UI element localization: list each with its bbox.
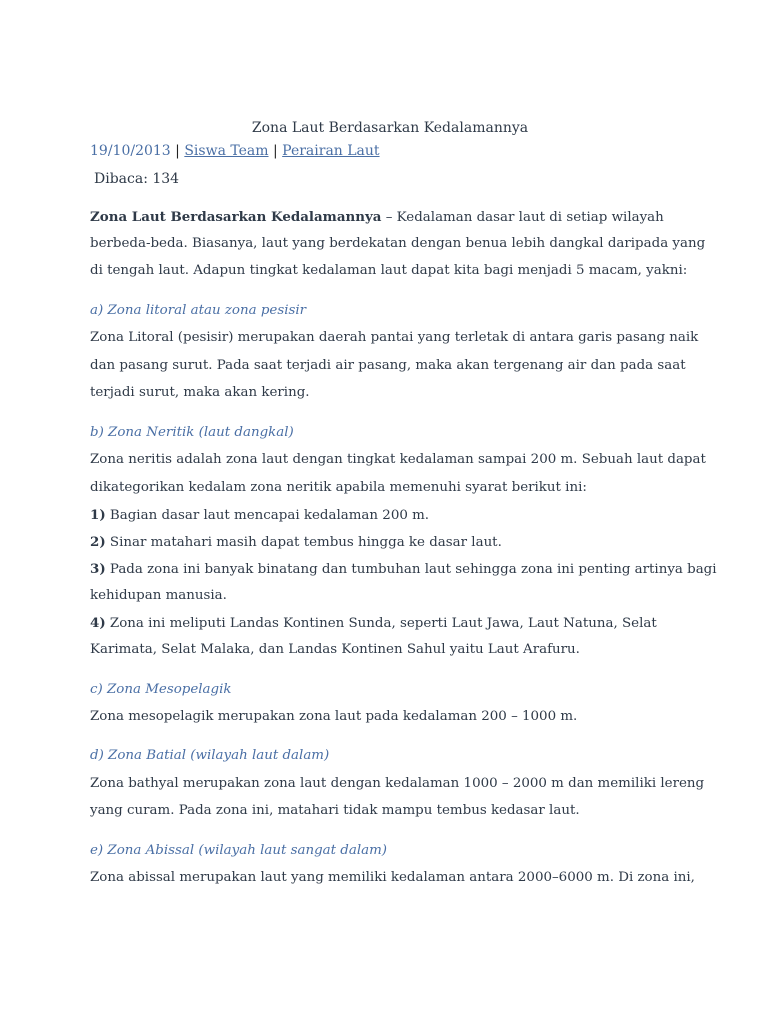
section-b-line: dikategorikan kedalam zona neritik apabila memenuhi syarat berikut ini: xyxy=(90,480,587,495)
list-item-number: 2) xyxy=(90,534,106,550)
section-heading-c: c) Zona Mesopelagik xyxy=(90,682,232,697)
list-item xyxy=(90,506,429,525)
post-date: 19/10/2013 xyxy=(90,143,171,159)
author-link[interactable]: Siswa Team xyxy=(184,143,269,159)
intro-line: berbeda-beda. Biasanya, laut yang berdekatan dengan benua lebih dangkal daripada yang xyxy=(90,236,706,251)
list-item-text: Zona ini meliputi Landas Kontinen Sunda, seperti Laut Jawa, Laut Natuna, Selat xyxy=(105,616,657,631)
list-item-continuation: kehidupan manusia. xyxy=(90,588,227,603)
page-title: Zona Laut Berdasarkan Kedalamannya xyxy=(251,120,529,136)
post-meta xyxy=(90,142,380,160)
list-item xyxy=(90,560,717,579)
list-item-continuation: Karimata, Selat Malaka, dan Landas Kontinen Sahul yaitu Laut Arafuru. xyxy=(90,642,580,657)
intro-bold-term: Zona Laut Berdasarkan Kedalamannya xyxy=(90,209,382,225)
list-item xyxy=(90,533,502,552)
section-c-line: Zona mesopelagik merupakan zona laut pada kedalaman 200 – 1000 m. xyxy=(90,709,578,724)
intro-text: – Kedalaman dasar laut di setiap wilayah xyxy=(381,210,664,225)
section-heading-b: b) Zona Neritik (laut dangkal) xyxy=(90,425,294,440)
section-a-line: terjadi surut, maka akan kering. xyxy=(90,385,310,400)
list-item-number: 4) xyxy=(90,615,106,631)
list-item-number: 3) xyxy=(90,561,106,577)
list-item-number: 1) xyxy=(90,507,106,523)
section-heading-d: d) Zona Batial (wilayah laut dalam) xyxy=(90,748,330,763)
list-item-text: Sinar matahari masih dapat tembus hingga ke dasar laut. xyxy=(105,535,502,550)
section-heading-e: e) Zona Abissal (wilayah laut sangat dalam) xyxy=(90,843,388,858)
category-link[interactable]: Perairan Laut xyxy=(282,143,380,159)
intro-line xyxy=(90,208,664,227)
meta-separator: | xyxy=(175,143,180,159)
section-e-line: Zona abissal merupakan laut yang memiliki kedalaman antara 2000–6000 m. Di zona ini, xyxy=(90,870,695,885)
section-d-line: yang curam. Pada zona ini, matahari tidak mampu tembus kedasar laut. xyxy=(90,803,580,818)
list-item-text: Pada zona ini banyak binatang dan tumbuhan laut sehingga zona ini penting artinya bagi xyxy=(105,562,717,577)
section-heading-a: a) Zona litoral atau zona pesisir xyxy=(90,303,307,318)
list-item-text: Bagian dasar laut mencapai kedalaman 200 m. xyxy=(105,508,430,523)
read-count: Dibaca: 134 xyxy=(94,171,180,187)
section-d-line: Zona bathyal merupakan zona laut dengan kedalaman 1000 – 2000 m dan memiliki lereng xyxy=(90,776,705,791)
meta-separator: | xyxy=(272,143,278,159)
intro-line: di tengah laut. Adapun tingkat kedalaman laut dapat kita bagi menjadi 5 macam, yakni: xyxy=(90,263,688,278)
section-a-line: Zona Litoral (pesisir) merupakan daerah pantai yang terletak di antara garis pasang naik xyxy=(90,330,699,345)
section-b-line: Zona neritis adalah zona laut dengan tingkat kedalaman sampai 200 m. Sebuah laut dapat xyxy=(90,452,706,467)
list-item xyxy=(90,614,657,633)
section-a-line: dan pasang surut. Pada saat terjadi air pasang, maka akan tergenang air dan pada saat xyxy=(90,358,686,373)
